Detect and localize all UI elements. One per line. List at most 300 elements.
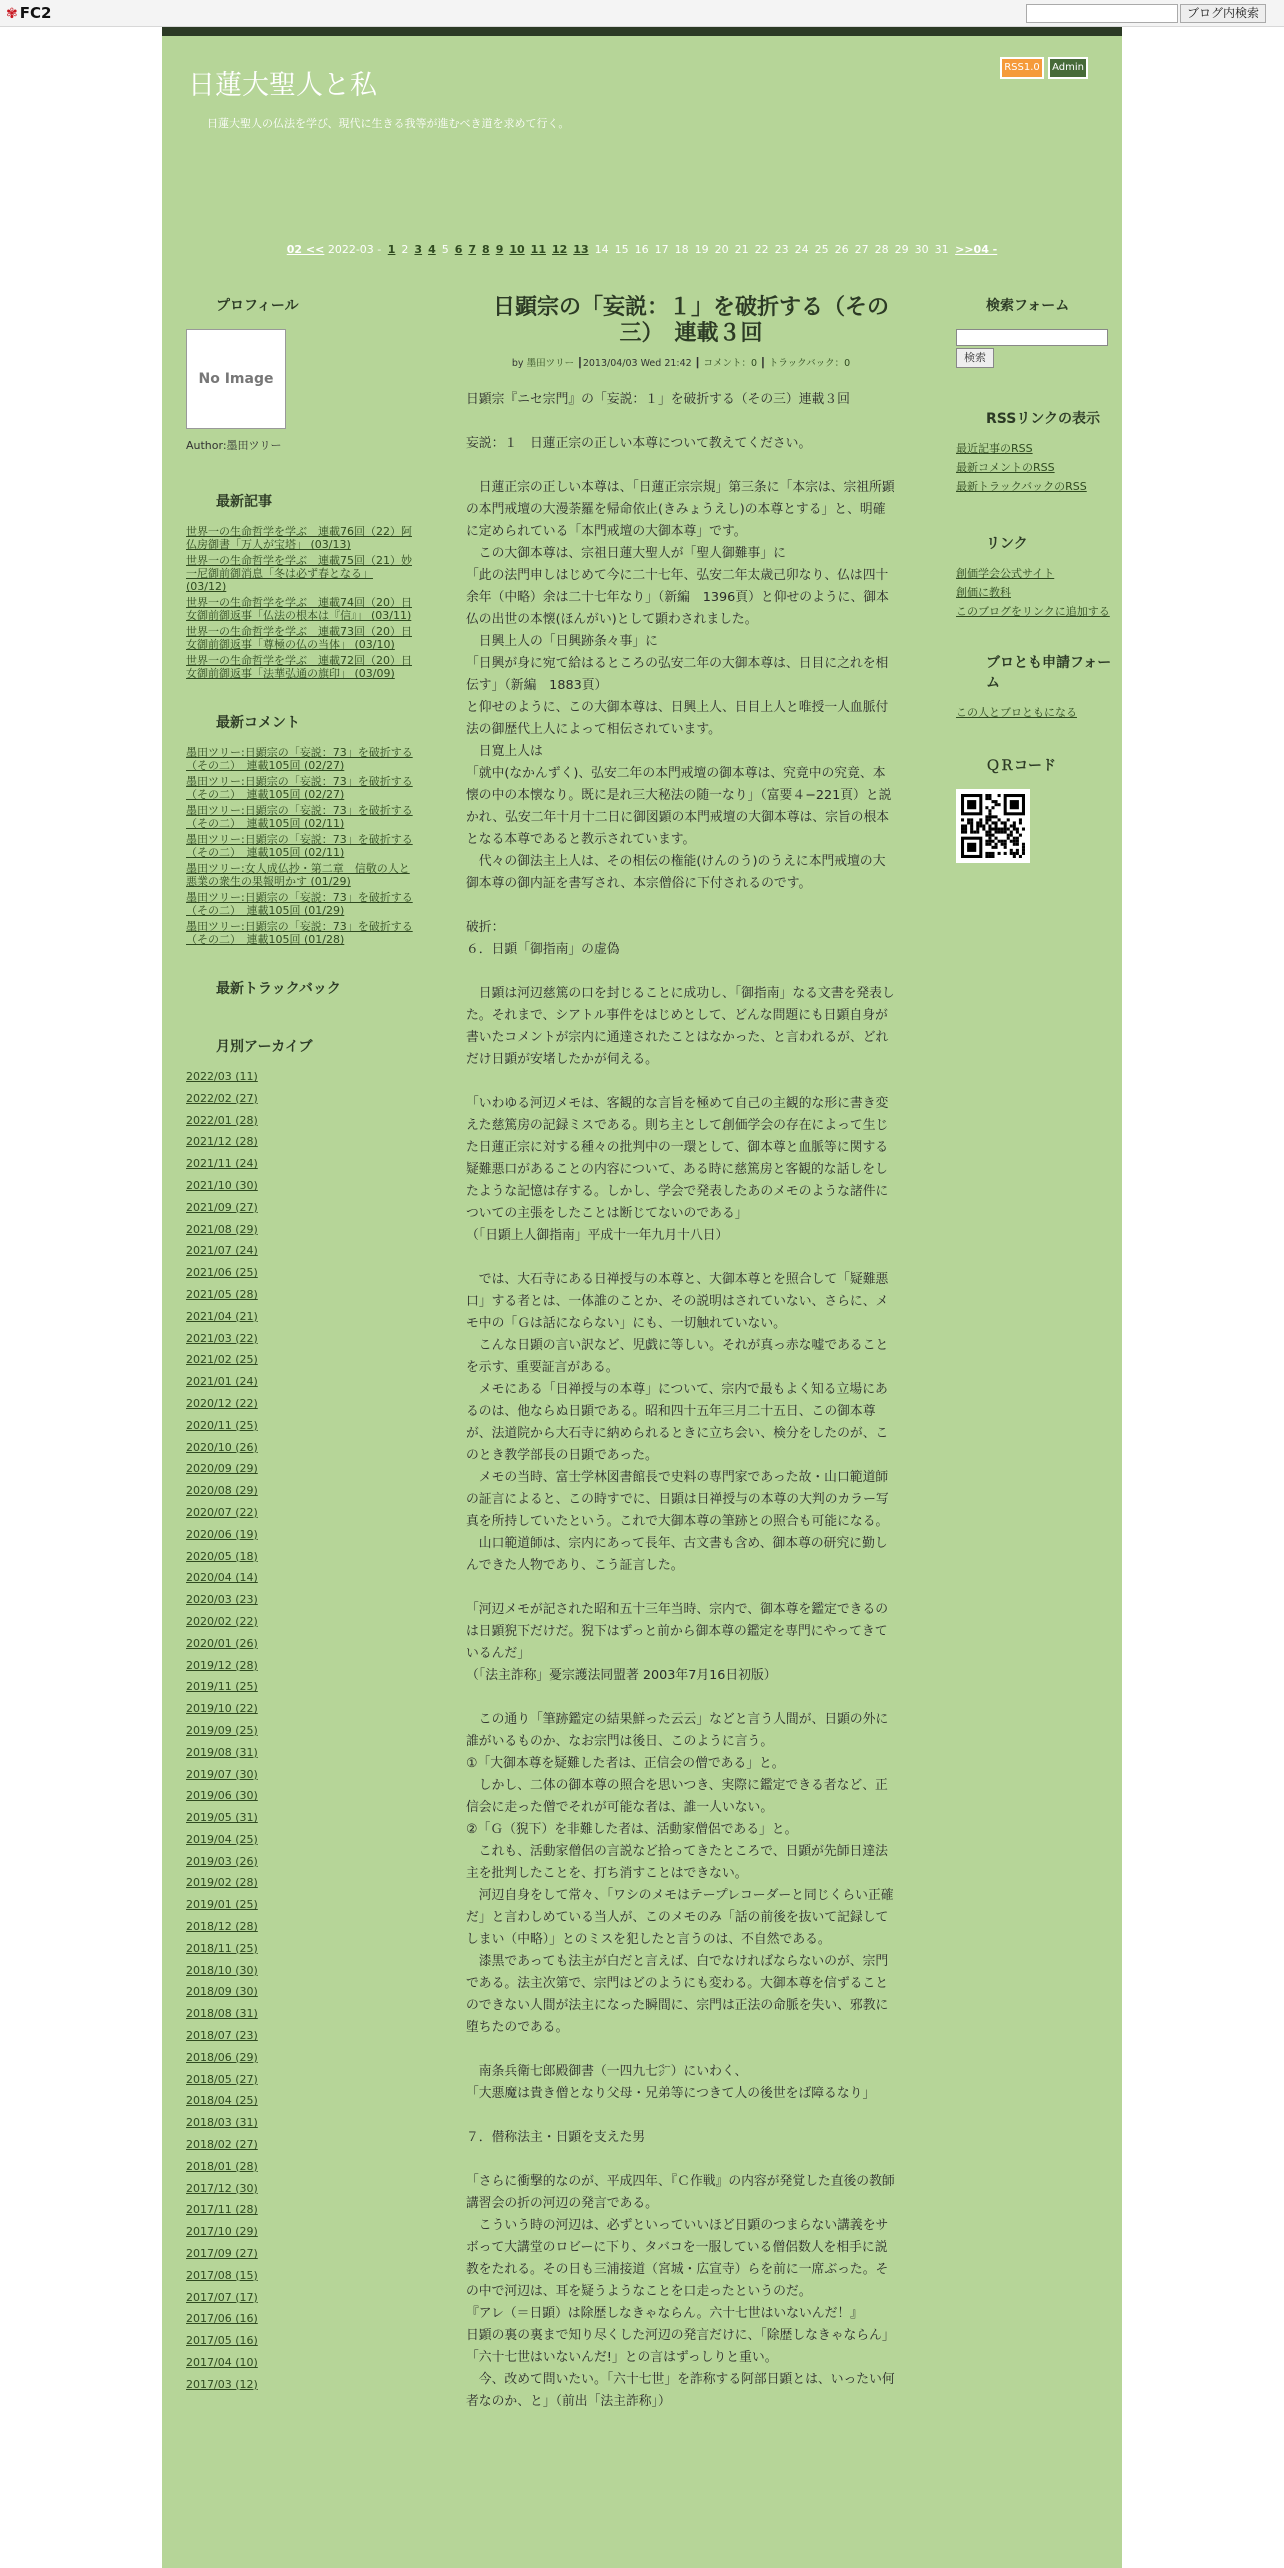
post-paragraph: 破折： <box>466 920 505 935</box>
qr-module <box>985 840 988 843</box>
friend-request-item <box>956 706 1116 719</box>
post-paragraph <box>466 2105 896 2127</box>
qr-module <box>961 818 964 821</box>
external-link[interactable]: 創価に教科 <box>956 586 1011 599</box>
calendar-day-3[interactable]: 3 <box>414 243 423 256</box>
archive-month-link[interactable]: 2021/08 (29) <box>186 1222 258 1236</box>
qr-module <box>985 818 988 821</box>
archive-month-link[interactable]: 2020/08 (29) <box>186 1484 258 1498</box>
list-item <box>186 2051 416 2066</box>
fc2-search-input[interactable] <box>1026 4 1178 23</box>
qr-module <box>1013 840 1016 843</box>
archive-month-link[interactable]: 2019/11 (25) <box>186 1680 258 1694</box>
recent-comment-link[interactable]: 墨田ツリー:女人成仏抄・第二章 信敬の人と悪業の衆生の果報明かす (01/29) <box>186 862 410 888</box>
profile-author: Author:墨田ツリー <box>186 439 282 452</box>
post-paragraph: 日蓮正宗の正しい本尊は、「日蓮正宗宗規」第三条に「本宗は、宗祖所顕の本門戒壇の大漫荼羅を帰命依止(きみょうえし)の本尊とする」と、明確に定められている「本門戒壇の大御本尊」です。 <box>466 480 895 539</box>
qr-module <box>970 818 973 821</box>
recent-entry-link[interactable]: 世界一の生命哲学を学ぶ 連載73回（20）日女御前御返事「尊極の仏の当体」 (03/10) <box>186 625 412 651</box>
archive-month-link[interactable]: 2018/07 (23) <box>186 2029 258 2043</box>
archive-month-link[interactable]: 2019/07 (30) <box>186 1767 258 1781</box>
list-item <box>186 2073 416 2088</box>
calendar-day-24: 24 <box>794 243 809 256</box>
calendar-day-8[interactable]: 8 <box>482 243 490 256</box>
archive-month-link[interactable]: 2017/05 (16) <box>186 2334 258 2348</box>
qr-module <box>991 846 994 849</box>
main-content <box>466 295 896 2413</box>
qr-module <box>1022 843 1025 846</box>
archive-month-link[interactable]: 2020/12 (22) <box>186 1396 258 1410</box>
post-paragraph: 「さらに衝撃的なのが、平成四年、『Ｃ作戦』の内容が発覚した直後の教師講習会の折の河辺の発言である。 <box>466 2174 895 2211</box>
calendar-day-15: 15 <box>614 243 629 256</box>
archive-month-link[interactable]: 2021/12 (28) <box>186 1135 258 1149</box>
recent-comment-link[interactable]: 墨田ツリー:日顕宗の「妄説：73」を破折する（その二） 連載105回 (01/28) <box>186 920 413 946</box>
qr-module <box>995 846 998 849</box>
list-item <box>186 1942 416 1957</box>
rss-section <box>956 408 1116 493</box>
archive-month-link[interactable]: 2018/08 (31) <box>186 2007 258 2021</box>
rss-heading: RSSリンクの表示 <box>986 411 1101 427</box>
qr-module <box>998 840 1001 843</box>
qr-module <box>1016 843 1019 846</box>
fc2-logo[interactable] <box>6 4 51 22</box>
qr-finder-core <box>967 843 976 852</box>
calendar-day-13[interactable]: 13 <box>573 243 589 256</box>
links-list <box>956 567 1116 618</box>
archive-month-link[interactable]: 2019/03 (26) <box>186 1854 258 1868</box>
archive-month-link[interactable]: 2021/03 (22) <box>186 1331 258 1345</box>
qr-module <box>988 794 991 797</box>
archive-month-link[interactable]: 2018/01 (28) <box>186 2159 258 2173</box>
qr-module <box>991 855 994 858</box>
qr-module <box>1013 852 1016 855</box>
archive-month-link[interactable]: 2018/10 (30) <box>186 1963 258 1977</box>
archive-month-link[interactable]: 2021/09 (27) <box>186 1200 258 1214</box>
qr-module <box>1001 821 1004 824</box>
fc2-logo-text: FC2 <box>19 4 52 22</box>
post-paragraph <box>466 455 896 477</box>
list-item <box>186 1702 416 1717</box>
post-paragraph: （「法主詐称」憂宗護法同盟著 2003年7月16日初版） <box>466 1668 777 1683</box>
qr-module <box>988 834 991 837</box>
calendar-day-18: 18 <box>674 243 689 256</box>
archive-month-link[interactable]: 2020/05 (18) <box>186 1549 258 1563</box>
archive-month-link[interactable]: 2021/04 (21) <box>186 1309 258 1323</box>
rss-feed-link[interactable]: 最新コメントのRSS <box>956 461 1055 474</box>
sidebar-search-input[interactable] <box>956 329 1108 346</box>
list-item <box>186 1397 416 1412</box>
post-paragraph: 河辺自身をして常々、「ワシのメモはテープレコーダーと同じくらい正確だ」と言わしめている当人が、このメモのみ「話の前後を抜いて記録してしまい（中略）」とのミスを犯したと言うのは、不自然である。 <box>466 1888 894 1947</box>
list-item <box>186 862 416 888</box>
archive-month-link[interactable]: 2017/08 (15) <box>186 2268 258 2282</box>
qr-module <box>979 824 982 827</box>
archive-month-link[interactable]: 2019/09 (25) <box>186 1723 258 1737</box>
qr-module <box>1004 824 1007 827</box>
post-paragraph: これも、活動家僧侶の言説など拾ってきたところで、日顕が先師日達法主を批判したことを、打ち消すことはできない。 <box>466 1844 888 1881</box>
post-paragraph: 日興上人の「日興跡条々事」に <box>466 634 658 649</box>
recent-comment-link[interactable]: 墨田ツリー:日顕宗の「妄説：73」を破折する（その二） 連載105回 (02/11) <box>186 804 413 830</box>
qr-module <box>991 852 994 855</box>
post-paragraph: ７．僣称法主・日顕を支えた男 <box>466 2130 646 2145</box>
recent-comment-link[interactable]: 墨田ツリー:日顕宗の「妄説：73」を破折する（その二） 連載105回 (01/29) <box>186 891 413 917</box>
post-paragraph: 日寛上人は <box>466 744 543 759</box>
list-item <box>186 2203 416 2218</box>
qr-module <box>991 806 994 809</box>
qr-module <box>1013 824 1016 827</box>
qr-module <box>1016 840 1019 843</box>
calendar-day-4[interactable]: 4 <box>428 243 436 256</box>
calendar-day-6[interactable]: 6 <box>454 243 463 256</box>
calendar-day-27: 27 <box>854 243 869 256</box>
calendar-day-19: 19 <box>694 243 709 256</box>
recent-comments-list <box>186 746 416 946</box>
list-item <box>186 920 416 946</box>
list-item <box>186 1746 416 1761</box>
meta-separator: ┃ <box>760 358 766 369</box>
list-item <box>186 1615 416 1630</box>
post-paragraph: 山口範道師は、宗内にあって長年、古文書も含め、御本尊の研究に勤しんできた人物であり、こう証言した。 <box>466 1536 888 1573</box>
qr-module <box>985 831 988 834</box>
list-item <box>186 2312 416 2327</box>
rss-link-list <box>956 442 1116 493</box>
archive-month-link[interactable]: 2022/03 (11) <box>186 1070 258 1083</box>
list-item <box>186 1855 416 1870</box>
qr-module <box>976 821 979 824</box>
qr-module <box>1019 855 1022 858</box>
list-item <box>956 567 1116 580</box>
list-item <box>186 1898 416 1913</box>
calendar-day-12[interactable]: 12 <box>551 243 568 256</box>
qr-module <box>1004 831 1007 834</box>
archive-month-link[interactable]: 2021/01 (24) <box>186 1375 258 1389</box>
list-item <box>186 1811 416 1826</box>
calendar-day-5: 5 <box>441 243 449 256</box>
archive-month-link[interactable]: 2018/06 (29) <box>186 2050 258 2064</box>
calendar-day-28: 28 <box>874 243 889 256</box>
post-paragraph <box>466 411 896 433</box>
qr-module <box>973 831 976 834</box>
post-paragraph: 漆黒であっても法主が白だと言えば、白でなければならないのが、宗門である。法主次第で、宗門はどのようにも変わる。大御本尊を信ずることのできない人間が法主になった瞬間に、宗門は正法の命脈を失い、邪教に堕ちたのである。 <box>466 1954 889 2035</box>
list-item <box>186 1833 416 1848</box>
trackbacks-heading: 最新トラックバック <box>216 981 341 997</box>
qr-module <box>1007 818 1010 821</box>
qr-module <box>1022 852 1025 855</box>
search-heading: 検索フォーム <box>986 298 1070 314</box>
post-paragraph: こんな日顕の言い訳など、児戯に等しい。それが真っ赤な嘘であることを示す、重要証言がある。 <box>466 1338 889 1375</box>
qr-module <box>988 855 991 858</box>
archive-month-link[interactable]: 2020/04 (14) <box>186 1571 258 1585</box>
archive-month-link[interactable]: 2017/10 (29) <box>186 2225 258 2239</box>
post-comments-link[interactable]: コメント：0 <box>703 358 758 369</box>
qr-module <box>1004 828 1007 831</box>
recent-entries-list <box>186 525 416 680</box>
post-paragraph: 今、改めて問いたい。「六十七世」を詐称する阿部日顕とは、いったい何者なのか、と」（前出「法主詐称」） <box>466 2372 895 2409</box>
calendar-day-10[interactable]: 10 <box>509 243 525 256</box>
post-paragraph: この大御本尊は、宗祖日蓮大聖人が「聖人御難事」に <box>466 546 786 561</box>
calendar-day-22: 22 <box>754 243 769 256</box>
archive-month-link[interactable]: 2018/12 (28) <box>186 1920 258 1934</box>
list-item <box>186 833 416 859</box>
list-item <box>186 1876 416 1891</box>
qr-module <box>1022 846 1025 849</box>
qr-module <box>998 803 1001 806</box>
no-image-text: No Image <box>198 371 274 387</box>
qr-module <box>982 828 985 831</box>
rss-feed-link[interactable]: 最新トラックバックのRSS <box>956 480 1087 493</box>
calendar-next-link[interactable]: >>04 - <box>955 243 998 256</box>
qr-module <box>976 824 979 827</box>
qr-module <box>1007 837 1010 840</box>
qr-module <box>961 828 964 831</box>
recent-entry-link[interactable]: 世界一の生命哲学を学ぶ 連載74回（20）日女御前御返事「仏法の根本は『信』」 (03/11) <box>186 596 412 622</box>
post-paragraph <box>466 1071 896 1093</box>
archive-month-link[interactable]: 2020/09 (29) <box>186 1462 258 1476</box>
archive-month-link[interactable]: 2019/02 (28) <box>186 1876 258 1890</box>
list-item <box>186 2356 416 2371</box>
fc2-flame-icon: ✾ <box>6 6 18 22</box>
post-paragraph <box>466 1247 896 1269</box>
list-item <box>186 2291 416 2306</box>
rss-button[interactable]: RSS1.0 <box>1000 57 1044 79</box>
recent-comments-heading: 最新コメント <box>216 715 300 731</box>
qr-module <box>1010 834 1013 837</box>
list-item <box>186 2182 416 2197</box>
recent-comments-section <box>186 712 416 946</box>
archive-month-link[interactable]: 2017/12 (30) <box>186 2181 258 2195</box>
list-item <box>186 1985 416 2000</box>
qr-module <box>976 828 979 831</box>
list-item <box>186 1223 416 1238</box>
archive-month-link[interactable]: 2018/11 (25) <box>186 1941 258 1955</box>
qr-module <box>1022 849 1025 852</box>
calendar-day-11[interactable]: 11 <box>530 243 546 256</box>
archive-month-link[interactable]: 2021/11 (24) <box>186 1157 258 1171</box>
list-item <box>186 2247 416 2262</box>
friend-request-link[interactable]: この人とブロともになる <box>956 706 1077 719</box>
qr-module <box>985 834 988 837</box>
post-date: ┃2013/04/03 Wed 21:42 ┃ <box>574 358 701 369</box>
archive-month-link[interactable]: 2019/10 (22) <box>186 1702 258 1716</box>
calendar-day-7[interactable]: 7 <box>468 243 477 256</box>
calendar-day-20: 20 <box>714 243 729 256</box>
qr-module <box>985 855 988 858</box>
post-paragraph: 『アレ（＝日顕）は除歴しなきゃならん。六十七世はいないんだ！』 <box>466 2306 863 2321</box>
post-by-label: by <box>511 358 527 369</box>
post-paragraph: 「いわゆる河辺メモは、客観的な言旨を極めて自己の主観的な形に書き変えた慈篤房の記録ミスである。則ち主として創価学会の存在によって生じた日蓮正宗に対する種々の批判中の一環として、御本尊と血脈等に関する疑難悪口があることの内容について、ある時に慈篤房と客観的な話しをしたような記憶は存する。しかし、学会で発表したあのメモのような諸件についての主張をしたことは断じてないのである」 <box>466 1096 889 1221</box>
qr-module <box>995 837 998 840</box>
qr-module <box>988 797 991 800</box>
archive-month-link[interactable]: 2020/11 (25) <box>186 1418 258 1432</box>
archive-month-link[interactable]: 2019/01 (25) <box>186 1898 258 1912</box>
calendar-day-9[interactable]: 9 <box>495 243 504 256</box>
list-item <box>186 1201 416 1216</box>
qr-module <box>976 831 979 834</box>
qr-module <box>1019 821 1022 824</box>
list-item <box>186 2116 416 2131</box>
post-paragraph: 「河辺メモが記された昭和五十三年当時、宗内で、御本尊を鑑定できるのは日顕猊下だけだ。猊下はずっと前から御本尊の鑑定を専門にやってきているんだ」 <box>466 1602 889 1661</box>
archive-month-link[interactable]: 2020/03 (23) <box>186 1593 258 1607</box>
qr-module <box>988 824 991 827</box>
archive-month-link[interactable]: 2018/04 (25) <box>186 2094 258 2108</box>
post-paragraph: 南条兵衛七郎殿御書（一四九七㌻）にいわく、 <box>466 2064 748 2079</box>
list-item <box>186 746 416 772</box>
calendar-day-26: 26 <box>834 243 849 256</box>
recent-entry-link[interactable]: 世界一の生命哲学を学ぶ 連載76回（22）阿仏房御書「万人が宝塔」 (03/13) <box>186 525 412 551</box>
archive-month-link[interactable]: 2021/10 (30) <box>186 1178 258 1192</box>
list-item <box>186 2160 416 2175</box>
recent-comment-link[interactable]: 墨田ツリー:日顕宗の「妄説：73」を破折する（その二） 連載105回 (02/27) <box>186 746 413 772</box>
friend-request-list <box>956 706 1116 719</box>
archive-month-link[interactable]: 2020/01 (26) <box>186 1636 258 1650</box>
list-item <box>186 1179 416 1194</box>
post-body <box>466 389 896 2413</box>
qr-module <box>1013 821 1016 824</box>
archive-month-link[interactable]: 2017/07 (17) <box>186 2290 258 2304</box>
list-item <box>186 1964 416 1979</box>
qr-module <box>1001 828 1004 831</box>
friend-request-heading: ブロとも申請フォーム <box>986 655 1112 691</box>
recent-comment-link[interactable]: 墨田ツリー:日顕宗の「妄説：73」を破折する（その二） 連載105回 (02/27) <box>186 775 413 801</box>
qr-module <box>995 824 998 827</box>
list-item <box>956 586 1116 599</box>
left-sidebar <box>186 295 416 2400</box>
list-item <box>186 1114 416 1129</box>
archive-month-link[interactable]: 2021/07 (24) <box>186 1244 258 1258</box>
list-item <box>186 1353 416 1368</box>
qr-module <box>995 828 998 831</box>
archive-month-link[interactable]: 2021/05 (28) <box>186 1287 258 1301</box>
list-item <box>186 1768 416 1783</box>
rss-feed-link[interactable]: 最近記事のRSS <box>956 442 1033 455</box>
archive-month-link[interactable]: 2017/04 (10) <box>186 2356 258 2370</box>
qr-module <box>1016 852 1019 855</box>
qr-module <box>985 821 988 824</box>
post-paragraph: メモの当時、富士学林図書館長で史料の専門家であった故・山口範道師の証言によると、この時すでに、日顕は日禅授与の本尊の大判のカラー写真を所持していたという。これで大御本尊の筆跡との照合も可能になる。 <box>466 1470 889 1529</box>
archive-month-link[interactable]: 2018/02 (27) <box>186 2138 258 2152</box>
post-paragraph: では、大石寺にある日禅授与の本尊と、大御本尊とを照合して「疑難悪口」する者とは、一体誰のことか、その説明はされていない、さらに、メモ中の「Ｇは話にならない」にも、一切触れていない。 <box>466 1272 889 1331</box>
list-item <box>186 1070 416 1085</box>
recent-entry-link[interactable]: 世界一の生命哲学を学ぶ 連載75回（21）妙一尼御前御消息「冬は必ず春となる」 (03/12) <box>186 554 412 593</box>
qr-module <box>985 806 988 809</box>
qr-module <box>964 828 967 831</box>
archives-section <box>186 1036 416 2393</box>
post-paragraph: 「日興が身に宛て給はるところの弘安二年の大御本尊は、日目に之れを相伝す」（新編 1883頁） <box>466 656 889 693</box>
archive-month-link[interactable]: 2019/06 (30) <box>186 1789 258 1803</box>
archive-month-link[interactable]: 2018/05 (27) <box>186 2072 258 2086</box>
archive-month-link[interactable]: 2020/10 (26) <box>186 1440 258 1454</box>
fc2-search-button[interactable]: ブログ内検索 <box>1180 4 1266 23</box>
qr-module <box>1019 818 1022 821</box>
blog-title[interactable]: 日蓮大聖人と私 <box>188 70 377 101</box>
list-item <box>186 1266 416 1281</box>
recent-entry-link[interactable]: 世界一の生命哲学を学ぶ 連載72回（20）日女御前御返事「法華弘通の旗印」 (03/09) <box>186 654 412 680</box>
post-paragraph: ６．日顕「御指南」の虚偽 <box>466 942 620 957</box>
archive-month-link[interactable]: 2020/06 (19) <box>186 1527 258 1541</box>
list-item <box>186 1332 416 1347</box>
qr-module <box>967 818 970 821</box>
qr-module <box>1007 834 1010 837</box>
post-paragraph: この通り「筆跡鑑定の結果鮮った云云」などと言う人間が、日顕の外に誰がいるものか、なお宗門は後日、このように言う。 <box>466 1712 889 1749</box>
qr-module <box>979 821 982 824</box>
qr-module <box>998 794 1001 797</box>
qr-module <box>1004 821 1007 824</box>
calendar-day-14: 14 <box>594 243 609 256</box>
archive-month-link[interactable]: 2017/09 (27) <box>186 2247 258 2261</box>
qr-module <box>998 831 1001 834</box>
list-item <box>186 2029 416 2044</box>
calendar-day-31: 31 <box>934 243 949 256</box>
friend-request-section <box>956 652 1116 719</box>
archive-month-link[interactable]: 2017/03 (12) <box>186 2377 258 2391</box>
list-item <box>186 775 416 801</box>
calendar-day-21: 21 <box>734 243 749 256</box>
recent-comment-link[interactable]: 墨田ツリー:日顕宗の「妄説：73」を破折する（その二） 連載105回 (02/11) <box>186 833 413 859</box>
qr-module <box>991 821 994 824</box>
calendar-day-25: 25 <box>814 243 829 256</box>
archive-month-link[interactable]: 2018/09 (30) <box>186 1985 258 1999</box>
archive-month-link[interactable]: 2022/02 (27) <box>186 1091 258 1105</box>
archive-month-link[interactable]: 2021/02 (25) <box>186 1353 258 1367</box>
qr-module <box>1013 843 1016 846</box>
archive-month-link[interactable]: 2021/06 (25) <box>186 1266 258 1280</box>
archive-month-link[interactable]: 2018/03 (31) <box>186 2116 258 2130</box>
post-author-link[interactable]: 墨田ツリー <box>526 358 575 369</box>
archive-month-link[interactable]: 2020/07 (22) <box>186 1505 258 1519</box>
top-stripe <box>162 27 1122 36</box>
qr-module <box>985 794 988 797</box>
qr-module <box>1013 837 1016 840</box>
qr-module <box>964 824 967 827</box>
post-title[interactable]: 日顕宗の「妄説：１」を破折する（その三） 連載３回 <box>492 295 889 346</box>
post-paragraph: 妄説：１ 日蓮正宗の正しい本尊について教えてください。 <box>466 436 812 451</box>
qr-module <box>995 815 998 818</box>
qr-module <box>1016 849 1019 852</box>
calendar-day-1[interactable]: 1 <box>387 243 396 256</box>
sidebar-search-button[interactable]: 検索 <box>956 348 994 368</box>
qr-module <box>988 852 991 855</box>
list-item <box>186 1724 416 1739</box>
calendar-prev-link[interactable]: 02 << <box>286 243 325 256</box>
archive-month-link[interactable]: 2019/05 (31) <box>186 1811 258 1825</box>
calendar-bar <box>162 243 1122 256</box>
list-item <box>186 1135 416 1150</box>
archive-month-link[interactable]: 2019/08 (31) <box>186 1745 258 1759</box>
archive-month-link[interactable]: 2017/11 (28) <box>186 2203 258 2217</box>
list-item <box>186 1157 416 1172</box>
right-sidebar <box>956 295 1116 863</box>
qr-module <box>985 852 988 855</box>
qr-module <box>1010 824 1013 827</box>
post-paragraph <box>466 2039 896 2061</box>
post-trackbacks-link[interactable]: トラックバック：0 <box>768 358 851 369</box>
qr-module <box>998 828 1001 831</box>
archive-month-link[interactable]: 2017/06 (16) <box>186 2312 258 2326</box>
page-container <box>162 27 1122 2568</box>
fc2-top-bar <box>0 0 1284 27</box>
archive-month-link[interactable]: 2022/01 (28) <box>186 1113 258 1127</box>
external-link[interactable]: 創価学会公式サイト <box>956 567 1055 580</box>
qr-module <box>988 840 991 843</box>
external-link[interactable]: このブログをリンクに追加する <box>956 605 1110 618</box>
archive-month-link[interactable]: 2020/02 (22) <box>186 1614 258 1628</box>
admin-button[interactable]: Admin <box>1048 57 1088 79</box>
calendar-day-16: 16 <box>634 243 649 256</box>
calendar-day-30: 30 <box>914 243 929 256</box>
qr-module <box>1010 849 1013 852</box>
qr-module <box>1013 855 1016 858</box>
archive-month-link[interactable]: 2019/12 (28) <box>186 1658 258 1672</box>
archive-month-link[interactable]: 2019/04 (25) <box>186 1832 258 1846</box>
qr-module <box>1019 834 1022 837</box>
